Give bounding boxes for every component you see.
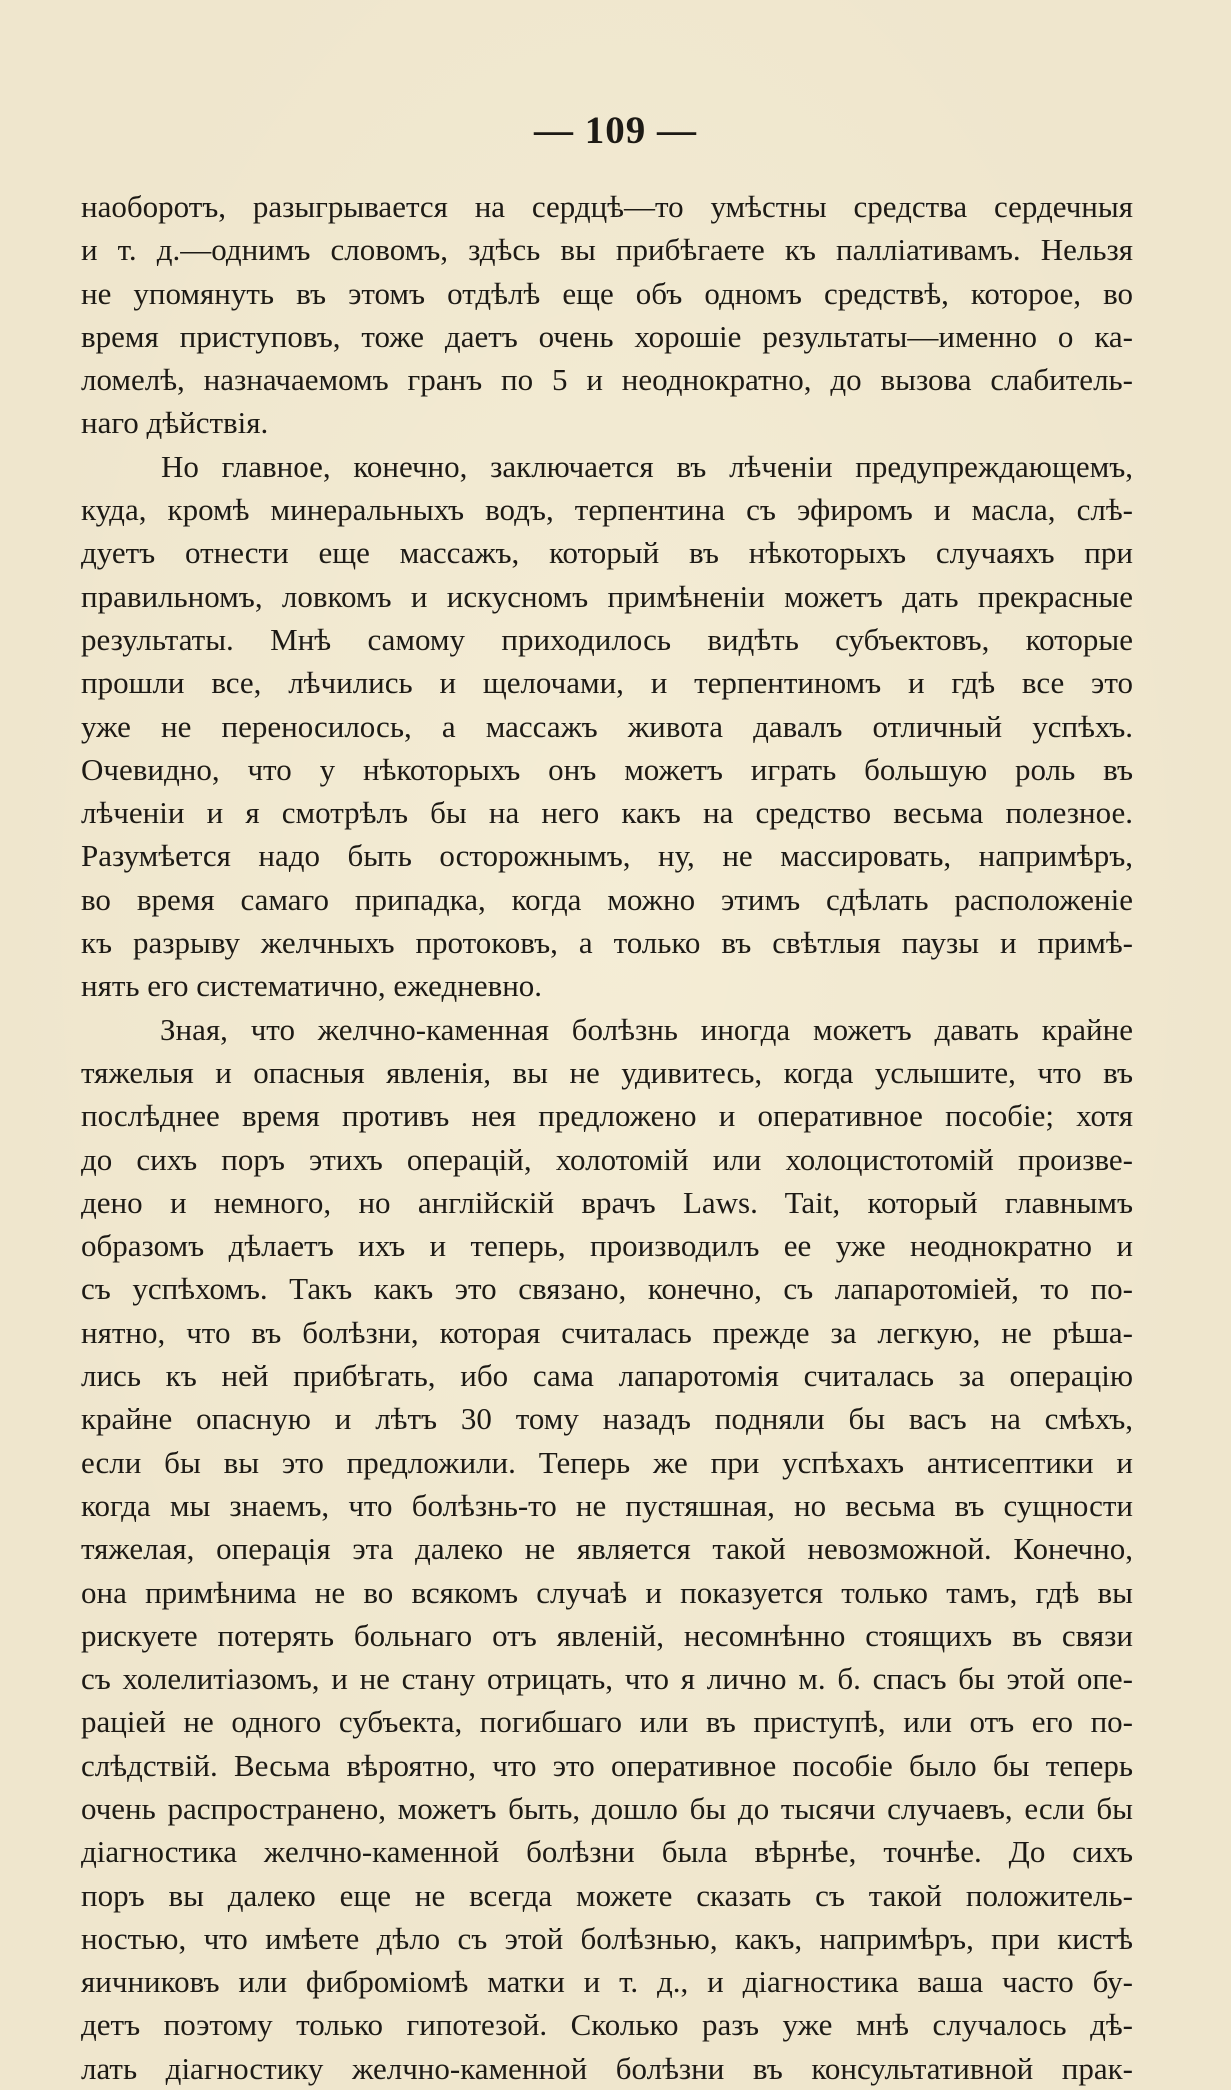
text-line: когда мы знаемъ, что болѣзнь-то не пустяшная, но весьма въ сущности [81,1487,1133,1523]
text-line: образомъ дѣлаетъ ихъ и теперь, производилъ ее уже неоднократно и [81,1228,1133,1264]
text-line: нять его систематично, ежедневно. [81,968,543,1004]
text-line: во время самаго припадка, когда можно этимъ сдѣлать расположенiе [81,881,1133,917]
text-line: послѣднее время противъ нея предложено и оперативное пособiе; хотя [81,1098,1133,1134]
text-line: ностью, что имѣете дѣло съ этой болѣзнью, какъ, напримѣръ, при кистѣ [81,1920,1133,1956]
text-line: ломелѣ, назначаемомъ гранъ по 5 и неоднократно, до вызова слабитель- [81,362,1133,398]
text-line: время приступовъ, тоже даетъ очень хорошiе результаты—именно о ка- [81,318,1133,354]
text-line: куда, кромѣ минеральныхъ водъ, терпентина съ эфиромъ и масла, слѣ- [81,492,1133,528]
text-line: и т. д.—однимъ словомъ, здѣсь вы прибѣгаете къ паллiативамъ. Нельзя [81,232,1133,268]
text-line: тяжелая, операцiя эта далеко не является такой невозможной. Конечно, [81,1531,1133,1567]
text-line: до сихъ поръ этихъ операцiй, холотомiй или холоцистотомiй произве- [81,1141,1133,1177]
text-line: съ холелитiазомъ, и не стану отрицать, что я лично м. б. спасъ бы этой опе- [81,1661,1133,1697]
text-line: результаты. Мнѣ самому приходилось видѣть субъектовъ, которые [81,621,1133,657]
text-line: тяжелыя и опасныя явленiя, вы не удивитесь, когда услышите, что въ [81,1054,1133,1090]
text-line: съ успѣхомъ. Такъ какъ это связано, конечно, съ лапаротомiей, то по- [81,1271,1133,1307]
page-number: — 109 — [534,109,697,152]
text-line: лѣченiи и я смотрѣлъ бы на него какъ на средство весьма полезное. [81,795,1133,831]
text-line: дiагностика желчно-каменной болѣзни была вѣрнѣе, точнѣе. До сихъ [81,1834,1133,1870]
text-line: рацiей не одного субъекта, погибшаго или въ приступѣ, или отъ его по- [81,1704,1133,1740]
text-line: Зная, что желчно-каменная болѣзнь иногда можетъ давать крайне [160,1011,1133,1047]
text-line: Очевидно, что у нѣкоторыхъ онъ можетъ играть большую роль въ [81,751,1133,787]
paragraph [81,445,1133,1008]
text-line: детъ поэтому только гипотезой. Сколько разъ уже мнѣ случалось дѣ- [81,2007,1133,2043]
text-line: лись къ ней прибѣгать, ибо сама лапаротомiя считалась за операцiю [81,1358,1133,1394]
text-line: не упомянуть въ этомъ отдѣлѣ еще объ одномъ средствѣ, которое, во [81,275,1133,311]
text-line: уже не переносилось, а массажъ живота давалъ отличный успѣхъ. [81,708,1133,744]
text-line: яичниковъ или фибромiомѣ матки и т. д., и дiагностика ваша часто бу- [81,1964,1133,2000]
text-line: очень распространено, можетъ быть, дошло бы до тысячи случаевъ, если бы [81,1790,1133,1826]
text-line: дено и немного, но англiйскiй врачъ Laws. Tait, который главнымъ [81,1184,1133,1220]
text-line: наго дѣйствiя. [81,405,269,441]
text-line: она примѣнима не во всякомъ случаѣ и показуется только тамъ, гдѣ вы [81,1574,1133,1610]
text-line: правильномъ, ловкомъ и искусномъ примѣненiи можетъ дать прекрасные [81,578,1133,614]
text-line: лать дiагностику желчно-каменной болѣзни въ консультативной прак- [81,2050,1133,2086]
paragraph [81,185,1133,445]
text-line: рискуете потерять больнаго отъ явленiй, несомнѣнно стоящихъ въ связи [81,1617,1133,1653]
text-line: Но главное, конечно, заключается въ лѣченiи предупреждающемъ, [161,448,1133,484]
text-line: нятно, что въ болѣзни, которая считалась прежде за легкую, не рѣша- [81,1314,1133,1350]
text-line: слѣдствiй. Весьма вѣроятно, что это оперативное пособiе было бы теперь [81,1747,1133,1783]
text-line: наоборотъ, разыгрывается на сердцѣ—то умѣстны средства сердечныя [81,189,1133,224]
text-line: дуетъ отнести еще массажъ, который въ нѣкоторыхъ случаяхъ при [81,535,1133,571]
paragraph [81,1008,1133,2090]
text-line: Разумѣется надо быть осторожнымъ, ну, не массировать, напримѣръ, [81,838,1133,874]
text-line: поръ вы далеко еще не всегда можете сказать съ такой положитель- [81,1877,1133,1913]
text-line: если бы вы это предложили. Теперь же при успѣхахъ антисептики и [81,1444,1133,1480]
text-line: къ разрыву желчныхъ протоковъ, а только въ свѣтлыя паузы и примѣ- [81,925,1133,961]
text-line: прошли все, лѣчились и щелочами, и терпентиномъ и гдѣ все это [81,665,1133,701]
text-line: крайне опасную и лѣтъ 30 тому назадъ подняли бы васъ на смѣхъ, [81,1401,1133,1437]
body-text [81,185,1133,2090]
